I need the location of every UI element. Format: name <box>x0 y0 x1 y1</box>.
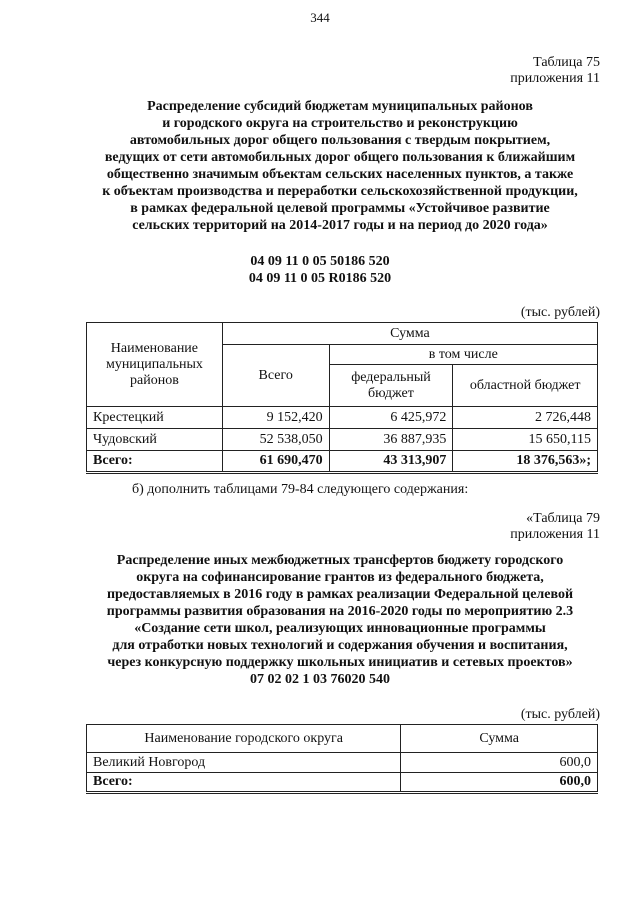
table79-caption <box>510 511 600 543</box>
title-line: предоставляемых в 2016 году в рамках реализации Федеральной целевой <box>106 587 574 602</box>
header-federal: федеральный бюджет <box>329 365 453 407</box>
cell-federal: 36 887,935 <box>329 429 453 451</box>
cell-name: Крестецкий <box>87 407 223 429</box>
cell-sum: 600,0 <box>401 773 598 793</box>
page-number: 344 <box>310 10 330 25</box>
cell-name: Чудовский <box>87 429 223 451</box>
table-row <box>87 407 598 429</box>
table79-unit: (тыс. рублей) <box>520 707 600 722</box>
cell-sum: 600,0 <box>401 753 598 773</box>
title-line: для отработки новых технологий и содержания обучения и воспитания, <box>112 638 568 653</box>
title-line: Распределение иных межбюджетных трансфертов бюджету городского <box>116 553 564 568</box>
cell-regional: 15 650,115 <box>453 429 598 451</box>
cell-total: 61 690,470 <box>222 451 329 473</box>
header-regional: областной бюджет <box>453 365 598 407</box>
header-name: Наименование муниципальных районов <box>87 323 223 407</box>
title-line: автомобильных дорог общего пользования с твердым покрытием, <box>129 133 551 148</box>
title-line: и городского округа на строительство и реконструкцию <box>162 116 518 131</box>
budget-code: 04 09 11 0 05 50186 520 <box>250 254 390 269</box>
table75-label: Таблица 75 <box>533 55 600 70</box>
cell-federal: 6 425,972 <box>329 407 453 429</box>
title-line: «Создание сети школ, реализующих инновационные программы <box>134 621 546 636</box>
cell-total: 9 152,420 <box>222 407 329 429</box>
title-line: Распределение субсидий бюджетам муниципальных районов <box>147 99 533 114</box>
table79-label: «Таблица 79 <box>526 511 600 526</box>
table75-unit: (тыс. рублей) <box>520 305 600 320</box>
title-line: общественно значимым объектам сельских населенных пунктов, а также <box>106 167 574 182</box>
table79-title <box>60 552 620 671</box>
title-line: в рамках федеральной целевой программы «Устойчивое развитие <box>130 201 550 216</box>
total-row <box>87 451 598 473</box>
table-row <box>87 753 598 773</box>
title-line: к объектам производства и переработки сельскохозяйственной продукции, <box>102 184 578 199</box>
header-sum: Сумма <box>222 323 597 345</box>
title-line: программы развития образования на 2016-2020 годы по мероприятию 2.3 <box>106 604 574 619</box>
cell-regional: 2 726,448 <box>453 407 598 429</box>
cell-regional: 18 376,563»; <box>453 451 598 473</box>
title-line: округа на софинансирование грантов из федерального бюджета, <box>136 570 544 585</box>
table79 <box>86 724 598 794</box>
cell-name: Великий Новгород <box>87 753 401 773</box>
amendment-note: б) дополнить таблицами 79-84 следующего содержания: <box>132 482 469 497</box>
cell-total: 52 538,050 <box>222 429 329 451</box>
table75-codes <box>0 253 640 287</box>
header-name: Наименование городского округа <box>87 725 401 753</box>
table-row <box>87 429 598 451</box>
total-row <box>87 773 598 793</box>
header-including: в том числе <box>329 345 597 365</box>
table79-code: 07 02 02 1 03 76020 540 <box>250 672 390 687</box>
table75-appendix: приложения 11 <box>510 71 600 86</box>
title-line: сельских территорий на 2014-2017 годы и на период до 2020 года» <box>132 218 548 233</box>
header-total: Всего <box>222 345 329 407</box>
table79-appendix: приложения 11 <box>510 527 600 542</box>
budget-code: 04 09 11 0 05 R0186 520 <box>248 271 392 286</box>
title-line: через конкурсную поддержку школьных инициатив и сетевых проектов» <box>107 655 573 670</box>
table75 <box>86 322 598 474</box>
header-sum: Сумма <box>401 725 598 753</box>
cell-federal: 43 313,907 <box>329 451 453 473</box>
table75-title <box>60 98 620 234</box>
title-line: ведущих от сети автомобильных дорог общего пользования к ближайшим <box>104 150 576 165</box>
cell-name: Всего: <box>87 773 401 793</box>
cell-name: Всего: <box>87 451 223 473</box>
table75-caption <box>510 55 600 87</box>
